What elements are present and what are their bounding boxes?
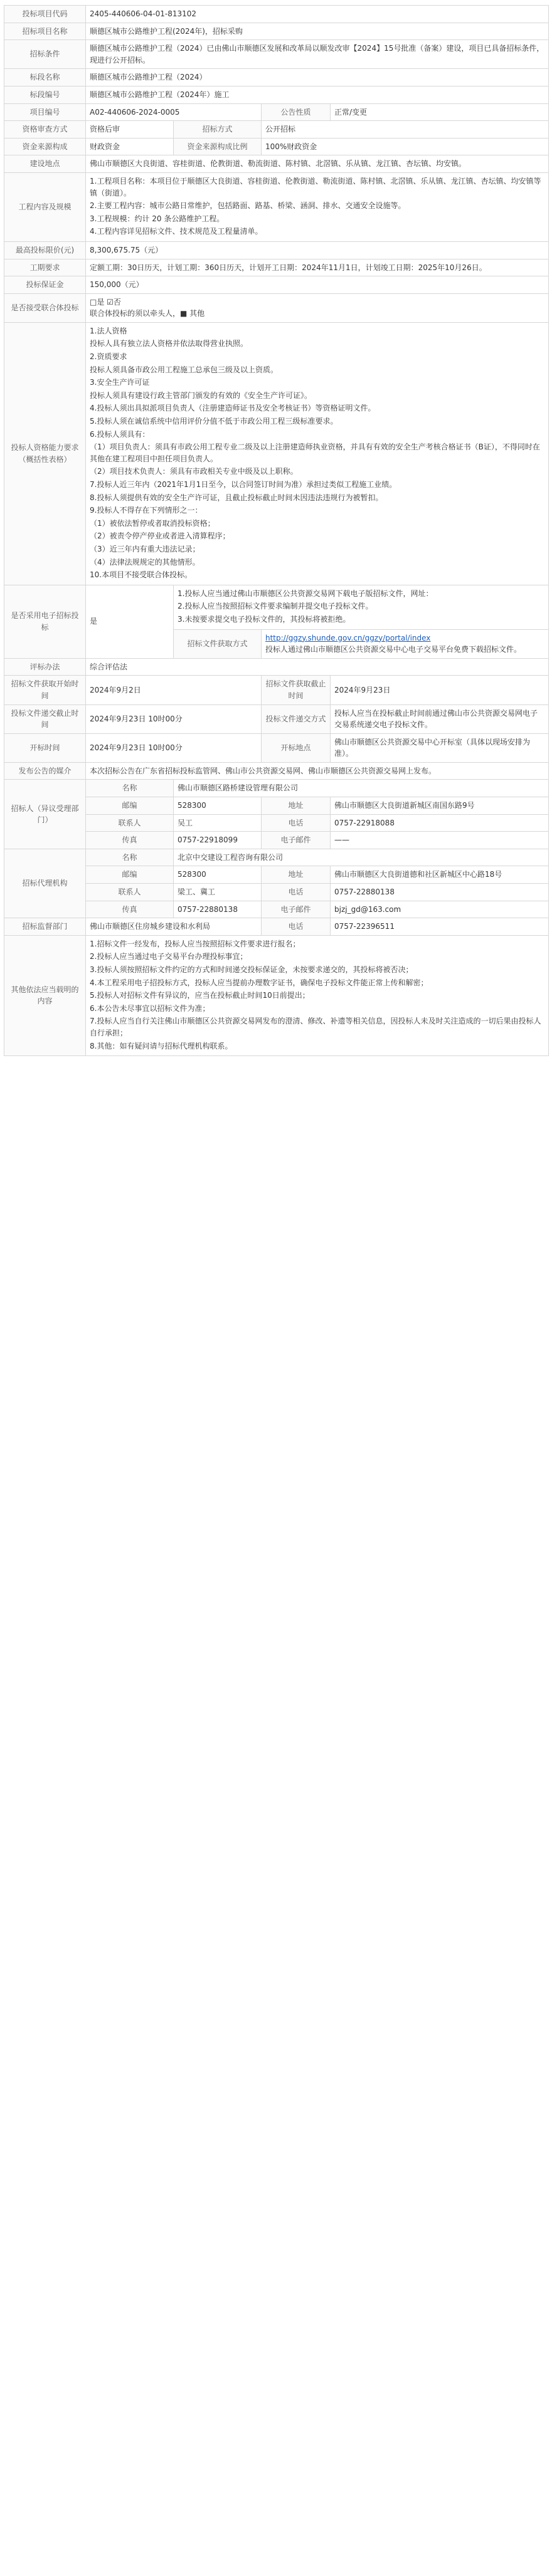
value-funding: 财政资金 — [86, 138, 174, 155]
value-electronic: 是 — [86, 585, 174, 658]
value-price: 8,300,675.75（元） — [86, 241, 549, 259]
bidder-para: 1.法人资格 — [90, 326, 127, 335]
content-para: 4.工程内容详见招标文件、技术规范及工程量清单。 — [90, 227, 263, 236]
value-agent-contact: 梁工、冀工 — [174, 884, 262, 901]
row-get-time — [4, 676, 549, 704]
row-eval — [4, 658, 549, 676]
value-eval: 综合评估法 — [86, 658, 549, 676]
label-bidder-requirements: 投标人资格能力要求（概括性表格） — [4, 322, 86, 585]
value-get-start: 2024年9月2日 — [86, 676, 262, 704]
label-section-name: 标段名称 — [4, 69, 86, 86]
other-para: 5.投标人对招标文件有异议的，应当在投标截止时间10日前提出； — [90, 991, 310, 1000]
other-para: 7.投标人应当自行关注佛山市顺德区公共资源交易网发布的澄清、修改、补遗等相关信息，因投标人未及时关注造成的一切后果由投标人自行承担； — [90, 1017, 541, 1037]
label-other: 其他依法应当载明的内容 — [4, 935, 86, 1055]
value-bidder-requirements — [86, 322, 549, 585]
value-agent-zip: 528300 — [174, 866, 262, 884]
value-content — [86, 172, 549, 241]
consortium-choice: □是 ☑否 — [90, 297, 121, 306]
other-para: 6.本公告未尽事宜以招标文件为准； — [90, 1003, 210, 1013]
label-consortium: 是否接受联合体投标 — [4, 293, 86, 322]
label-agent-zip: 邮编 — [86, 866, 174, 884]
row-media — [4, 762, 549, 780]
value-tenderer-fax: 0757-22918099 — [174, 832, 262, 849]
row-project-name — [4, 23, 549, 40]
row-consortium — [4, 293, 549, 322]
label-media: 发布公告的媒介 — [4, 762, 86, 780]
bidder-para: 8.投标人须提供有效的安全生产许可证，且截止投标截止时间未因违法违规行为被暂扣。 — [90, 493, 383, 502]
row-other — [4, 935, 549, 1055]
value-tenderer-tel: 0757-22918088 — [331, 814, 549, 832]
label-get-end: 招标文件获取截止时间 — [262, 676, 331, 704]
value-agent-email: bjzj_gd@163.com — [331, 901, 549, 918]
value-agent-name: 北京中交建设工程咨询有限公司 — [174, 849, 549, 866]
label-agent-tel: 电话 — [262, 884, 331, 901]
download-text: 投标人通过佛山市顺德区公共资源交易中心电子交易平台免费下载招标文件。 — [265, 645, 522, 654]
row-deposit — [4, 276, 549, 294]
row-qualification — [4, 121, 549, 139]
value-media: 本次招标公告在广东省招标投标监管网、佛山市公共资源交易网、佛山市顺德区公共资源交易网上发布。 — [86, 762, 549, 780]
label-supervisor-tel: 电话 — [262, 918, 331, 936]
label-tenderer-fax: 传真 — [86, 832, 174, 849]
row-period — [4, 259, 549, 276]
other-para: 2.投标人应当通过电子交易平台办理投标事宜； — [90, 952, 248, 961]
value-download — [262, 629, 549, 658]
value-tenderer-name: 佛山市顺德区路桥建设管理有限公司 — [174, 780, 549, 797]
value-bid-type: 公开招标 — [262, 121, 549, 139]
bidder-para: 3.安全生产许可证 — [90, 378, 150, 387]
label-section-code: 标段编号 — [4, 86, 86, 103]
row-content — [4, 172, 549, 241]
label-period: 工期要求 — [4, 259, 86, 276]
row-address — [4, 155, 549, 173]
bidder-para: 投标人具有独立法人资格并依法取得营业执照。 — [90, 339, 248, 348]
label-tenderer-name: 名称 — [86, 780, 174, 797]
row-open — [4, 733, 549, 762]
value-project-no: A02-440606-2024-0005 — [86, 103, 262, 121]
label-supervisor: 招标监督部门 — [4, 918, 86, 936]
row-project-no — [4, 103, 549, 121]
label-project-code: 投标项目代码 — [4, 6, 86, 23]
row-submit — [4, 704, 549, 733]
label-agent: 招标代理机构 — [4, 849, 86, 918]
label-deposit: 投标保证金 — [4, 276, 86, 294]
label-project-name: 招标项目名称 — [4, 23, 86, 40]
value-period: 定额工期：30日历天，计划工期：360日历天，计划开工日期：2024年11月1日，计划竣工日期：2025年10月26日。 — [86, 259, 549, 276]
value-supervisor: 佛山市顺德区住房城乡建设和水利局 — [86, 918, 262, 936]
value-qualification: 资格后审 — [86, 121, 174, 139]
bidder-para: 5.投标人须在诚信系统中信用评价分值不低于市政公用工程三级标准要求。 — [90, 417, 338, 426]
row-tenderer-contact — [4, 814, 549, 832]
value-funding-ratio: 100%财政资金 — [262, 138, 549, 155]
value-get-end: 2024年9月23日 — [331, 676, 549, 704]
label-price: 最高投标限价(元) — [4, 241, 86, 259]
row-project-code — [4, 6, 549, 23]
electronic-note: 1.投标人应当通过佛山市顺德区公共资源交易网下载电子版招标文件，网址： — [178, 589, 433, 598]
label-bid-type: 招标方式 — [174, 121, 262, 139]
value-deposit: 150,000（元） — [86, 276, 549, 294]
label-qualification: 资格审查方式 — [4, 121, 86, 139]
label-agent-addr: 地址 — [262, 866, 331, 884]
content-para: 3.工程规模：约计 20 条公路维护工程。 — [90, 214, 225, 223]
row-agent-contact — [4, 884, 549, 901]
other-para: 3.投标人须按照招标文件约定的方式和时间递交投标保证金，未按要求递交的，其投标将被否决； — [90, 965, 413, 974]
row-price — [4, 241, 549, 259]
announcement-document — [0, 0, 552, 1061]
label-tenderer-zip: 邮编 — [86, 797, 174, 815]
announcement-table — [4, 5, 549, 1056]
bidder-para: （1）项目负责人：须具有市政公用工程专业二级及以上注册建造师执业资格，并具有有效的安全生产考核合格证书（B证），不得同时在其他在建工程项目中担任项目负责人。 — [90, 442, 540, 463]
label-open-place: 开标地点 — [262, 733, 331, 762]
label-submit: 投标文件递交截止时间 — [4, 704, 86, 733]
bidder-para: 4.投标人须出具拟派项目负责人（注册建造师证书及安全考核证书）等资格证明文件。 — [90, 404, 376, 413]
row-tenderer-name — [4, 780, 549, 797]
label-project-no: 项目编号 — [4, 103, 86, 121]
row-agent-zip — [4, 866, 549, 884]
bidder-para: 投标人须具备市政公用工程施工总承包三级及以上资质。 — [90, 365, 279, 374]
bidder-para: 6.投标人须具有： — [90, 429, 150, 439]
other-para: 1.招标文件一经发布，投标人应当按照招标文件要求进行报名； — [90, 939, 300, 948]
label-download: 招标文件获取方式 — [174, 629, 262, 658]
row-bidder-requirements — [4, 322, 549, 585]
value-condition: 顺德区城市公路维护工程（2024）已由佛山市顺德区发展和改革局以顺发改审【2024】15号批准（备案）建设，项目已具备招标条件，现进行公开招标。 — [86, 40, 549, 69]
consortium-note: 联合体投标的须以牵头人，■ 其他 — [90, 309, 205, 318]
label-agent-fax: 传真 — [86, 901, 174, 918]
label-submit-method: 投标文件递交方式 — [262, 704, 331, 733]
label-agent-contact: 联系人 — [86, 884, 174, 901]
other-para: 4.本工程采用电子招投标方式，投标人应当提前办理数字证书，确保电子投标文件能正常上传和解密； — [90, 978, 428, 987]
value-other — [86, 935, 549, 1055]
value-open-place: 佛山市顺德区公共资源交易中心开标室（具体以现场安排为准）。 — [331, 733, 549, 762]
bidder-para: （4）法律法规规定的其他情形。 — [90, 557, 200, 567]
bidder-para: （1）被依法暂停或者取消投标资格； — [90, 518, 215, 528]
value-tenderer-contact: 吴工 — [174, 814, 262, 832]
label-electronic: 是否采用电子招标投标 — [4, 585, 86, 658]
electronic-notes — [174, 585, 549, 629]
value-tenderer-zip: 528300 — [174, 797, 262, 815]
value-tenderer-email: —— — [331, 832, 549, 849]
value-submit-method: 投标人应当在投标截止时间前通过佛山市公共资源交易网电子交易系统递交电子投标文件。 — [331, 704, 549, 733]
value-tenderer-addr: 佛山市顺德区大良街道新城区南国东路9号 — [331, 797, 549, 815]
row-agent-fax — [4, 901, 549, 918]
value-consortium — [86, 293, 549, 322]
label-condition: 招标条件 — [4, 40, 86, 69]
label-tenderer-tel: 电话 — [262, 814, 331, 832]
content-para: 2.主要工程内容：城市公路日常维护，包括路面、路基、桥梁、涵洞、排水、交通安全设施等。 — [90, 201, 406, 211]
bidder-para: 投标人须具有建设行政主管部门颁发的有效的《安全生产许可证》。 — [90, 390, 312, 400]
value-address: 佛山市顺德区大良街道、容桂街道、伦教街道、勒流街道、陈村镇、北滘镇、乐从镇、龙江镇、杏坛镇、均安镇。 — [86, 155, 549, 173]
row-electronic — [4, 585, 549, 629]
electronic-note: 2.投标人应当按照招标文件要求编制并提交电子投标文件。 — [178, 602, 373, 611]
label-content: 工程内容及规模 — [4, 172, 86, 241]
label-eval: 评标办法 — [4, 658, 86, 676]
value-project-code: 2405-440606-04-01-813102 — [86, 6, 549, 23]
label-tenderer: 招标人（异议受理部门） — [4, 780, 86, 849]
download-link[interactable]: http://ggzy.shunde.gov.cn/ggzy/portal/index — [265, 633, 431, 642]
bidder-para: 9.投标人不得存在下列情形之一： — [90, 506, 203, 515]
label-address: 建设地点 — [4, 155, 86, 173]
value-agent-addr: 佛山市顺德区大良街道德和社区新城区中心路18号 — [331, 866, 549, 884]
row-condition — [4, 40, 549, 69]
row-agent-name — [4, 849, 549, 866]
label-tenderer-email: 电子邮件 — [262, 832, 331, 849]
row-supervisor — [4, 918, 549, 936]
value-section-code: 顺德区城市公路维护工程（2024年）施工 — [86, 86, 549, 103]
bidder-para: 7.投标人近三年内（2021年1月1日至今，以合同签订时间为准）承担过类似工程施工业绩。 — [90, 480, 397, 489]
content-para: 1.工程项目名称：本项目位于顺德区大良街道、容桂街道、伦教街道、勒流街道、陈村镇、北滘镇、乐从镇、龙江镇、杏坛镇、均安镇等镇（街道）。 — [90, 176, 541, 197]
label-tenderer-contact: 联系人 — [86, 814, 174, 832]
label-agent-name: 名称 — [86, 849, 174, 866]
label-get-start: 招标文件获取开始时间 — [4, 676, 86, 704]
row-tenderer-zip — [4, 797, 549, 815]
row-section-code — [4, 86, 549, 103]
electronic-note: 3.未按要求提交电子投标文件的，其投标将被拒绝。 — [178, 614, 351, 624]
value-section-name: 顺德区城市公路维护工程（2024） — [86, 69, 549, 86]
bidder-para: 2.资质要求 — [90, 352, 127, 362]
value-agent-tel: 0757-22880138 — [331, 884, 549, 901]
bidder-para: （2）项目技术负责人：须具有市政相关专业中级及以上职称。 — [90, 467, 298, 476]
other-para: 8.其他：如有疑问请与招标代理机构联系。 — [90, 1041, 233, 1050]
value-supervisor-tel: 0757-22396511 — [331, 918, 549, 936]
bidder-para: （3）近三年内有重大违法记录； — [90, 544, 200, 553]
value-agent-fax: 0757-22880138 — [174, 901, 262, 918]
bidder-para: （2）被责令停产停业或者进入清算程序； — [90, 531, 230, 541]
label-open-time: 开标时间 — [4, 733, 86, 762]
value-announce-type: 正常/变更 — [331, 103, 549, 121]
bidder-para: 10.本项目不接受联合体投标。 — [90, 570, 193, 580]
value-submit: 2024年9月23日 10时00分 — [86, 704, 262, 733]
value-open-time: 2024年9月23日 10时00分 — [86, 733, 262, 762]
row-tenderer-fax — [4, 832, 549, 849]
label-tenderer-addr: 地址 — [262, 797, 331, 815]
label-agent-email: 电子邮件 — [262, 901, 331, 918]
row-section-name — [4, 69, 549, 86]
row-funding — [4, 138, 549, 155]
label-funding: 资金来源构成 — [4, 138, 86, 155]
label-announce-type: 公告性质 — [262, 103, 331, 121]
label-funding-ratio: 资金来源构成比例 — [174, 138, 262, 155]
value-project-name: 顺德区城市公路维护工程(2024年)，招标采购 — [86, 23, 549, 40]
